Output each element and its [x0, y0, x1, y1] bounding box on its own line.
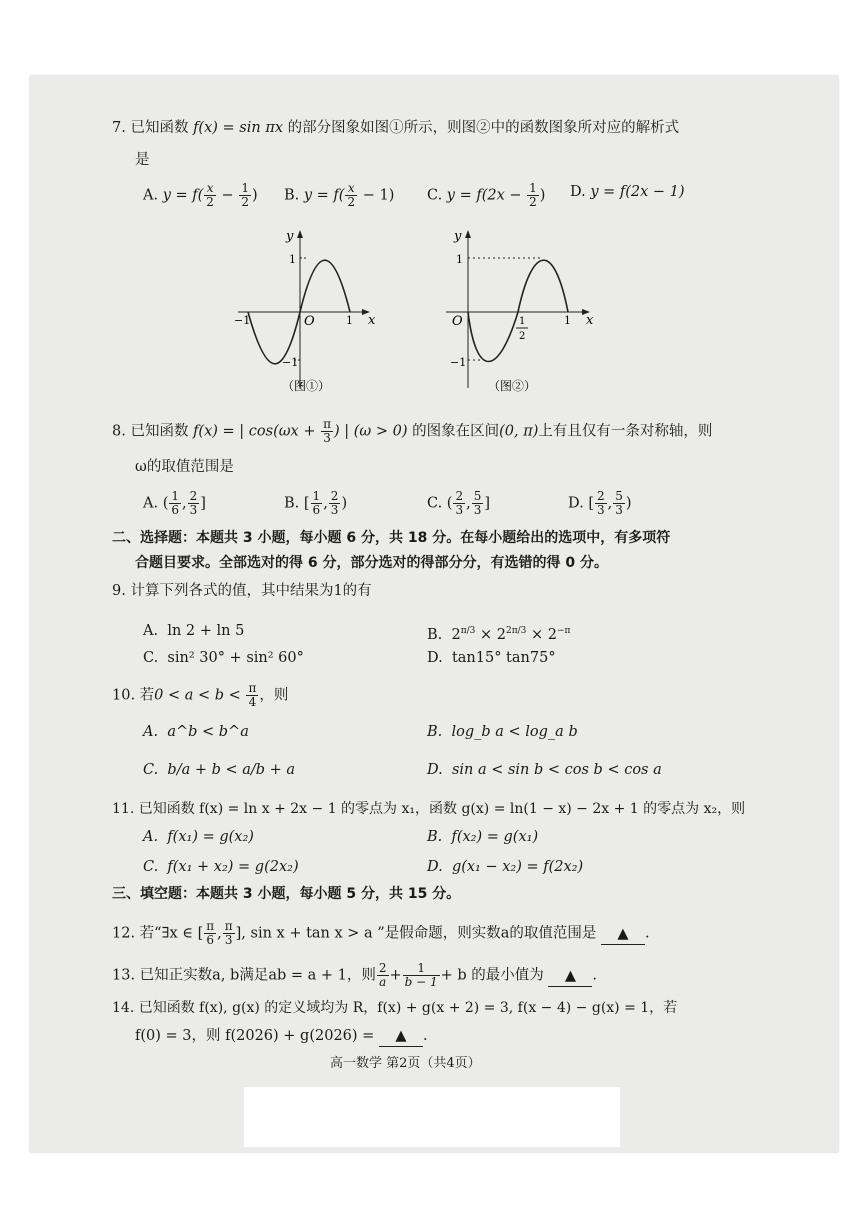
question-number: 13. — [112, 967, 136, 984]
answer-blank[interactable]: ▲ — [548, 966, 592, 987]
figure-caption: （图①） — [282, 379, 331, 393]
option-label: D. — [568, 495, 584, 512]
numerator: 2 — [330, 489, 339, 503]
numerator: π — [206, 919, 215, 933]
q7-stem-line2 — [135, 150, 150, 170]
numerator: 5 — [473, 489, 482, 503]
redaction-box — [244, 1087, 620, 1147]
option-label: B. — [284, 187, 300, 204]
q14-stem-line2 — [135, 1026, 428, 1047]
denominator: b − 1 — [404, 975, 438, 989]
q8-text-d: ω的取值范围是 — [135, 459, 234, 475]
q7-function: f(x) = sin πx — [193, 120, 284, 136]
answer-blank[interactable]: ▲ — [601, 924, 645, 945]
numerator: π — [323, 417, 331, 431]
fraction — [453, 490, 465, 517]
figure-caption: （图②） — [488, 379, 537, 393]
figure-2-graph — [440, 228, 600, 403]
option-text: ) — [251, 187, 258, 204]
fraction — [246, 682, 258, 709]
y-axis-arrow — [297, 230, 303, 238]
x-label: x — [368, 313, 376, 328]
q14-text-b: f(0) = 3，则 f(2026) + g(2026) = — [135, 1028, 375, 1044]
q10-text: 若 — [139, 687, 155, 704]
q13-stem: 13. 已知正实数a, b满足ab = a + 1，则 $\frac{2}{a}$ + $\frac{1}{b - 1}$ + b 的最小值为 ▲ . — [112, 961, 598, 989]
q9-stem — [112, 581, 372, 601]
denominator: 2 — [206, 195, 214, 209]
fraction — [239, 182, 251, 209]
q8-option-d: D. [ $\frac{2}{3}$ , $\frac{5}{3}$ ) — [568, 489, 632, 517]
denominator: 3 — [473, 503, 482, 517]
fraction — [595, 490, 607, 517]
q10-stem — [112, 682, 288, 709]
figure-1-graph — [228, 228, 378, 403]
numerator: 2 — [378, 961, 387, 975]
denominator: 3 — [224, 933, 233, 947]
q11-option-b: B. f(x₂) = g(x₁) — [427, 829, 539, 845]
tick-label: −1 — [234, 314, 251, 327]
numerator: 2 — [189, 489, 198, 503]
q11-option-a: A. f(x₁) = g(x₂) — [143, 829, 254, 845]
option-text: b/a + b < a/b + a — [167, 762, 296, 778]
q14-stem-line1 — [112, 998, 677, 1018]
tick-label: −1 — [450, 356, 467, 369]
numerator: 1 — [529, 181, 537, 195]
page-footer: 高一数学 第2页（共4页） — [330, 1056, 481, 1071]
q12-stem: 12. 若“∃x ∈ [ $\frac{\pi}{6}$ , $\frac{\pi}{3}$ ], sin x + tan x > a ”是假命题，则实数a的取值范围是 ▲ . — [112, 919, 650, 947]
q8-interval: (0, π) — [499, 423, 539, 440]
numerator: x — [345, 182, 357, 196]
fraction — [377, 962, 389, 989]
denominator: 2 — [241, 195, 249, 209]
fraction — [472, 490, 484, 517]
origin-label: O — [304, 314, 315, 329]
option-text: sin² 30° + sin² 60° — [167, 650, 304, 666]
q9-option-d: D. tan15° tan75° — [427, 650, 556, 666]
bracket: ) — [341, 495, 348, 512]
section-2-heading: 二、选择题：本题共 3 小题，每小题 6 分，共 18 分。在每小题给出的选项中，有多项符 — [112, 530, 671, 546]
q9-text: 计算下列各式的值，其中结果为1的有 — [130, 583, 372, 599]
numerator: 1 — [241, 181, 249, 195]
denominator: 3 — [189, 503, 198, 517]
q8-option-a: A. ( $\frac{1}{6}$ , $\frac{2}{3}$ ] — [143, 489, 206, 517]
answer-blank[interactable]: ▲ — [379, 1026, 423, 1047]
denominator: 3 — [597, 503, 605, 517]
q11-option-c: C. f(x₁ + x₂) = g(2x₂) — [143, 859, 299, 875]
q10-option-a: A. a^b < b^a — [143, 724, 249, 740]
q10-option-c: C. b/a + b < a/b + a — [143, 762, 296, 778]
q8-stem-line2 — [135, 457, 234, 477]
x-label: x — [586, 313, 594, 328]
numerator: 1 — [403, 962, 440, 976]
question-number: 8. — [112, 423, 126, 440]
bracket: ( — [446, 495, 453, 512]
option-label: C. — [427, 187, 443, 204]
bracket: ( — [162, 495, 169, 512]
question-number: 7. — [112, 120, 126, 136]
fraction — [188, 490, 200, 517]
option-text: − 1) — [358, 187, 395, 204]
denominator: 2 — [529, 195, 537, 209]
y-label: y — [286, 229, 294, 244]
q8-text: 已知函数 — [130, 423, 189, 440]
numerator: 1 — [171, 489, 180, 503]
question-number: 9. — [112, 583, 126, 599]
q7-text-c: 是 — [135, 152, 150, 168]
fraction — [311, 490, 323, 517]
option-text: f(x₂) = g(x₁) — [451, 829, 539, 845]
question-number: 11. — [112, 801, 135, 817]
q8-stem-line1 — [112, 418, 712, 445]
tick-label: 1 — [564, 314, 571, 327]
tick-half-denominator: 2 — [519, 331, 526, 342]
bracket: [ — [303, 495, 310, 512]
option-text: sin a < sin b < cos b < cos a — [451, 762, 662, 778]
q8-function: f(x) = | cos(ωx + — [193, 423, 321, 440]
option-text: tan15° tan75° — [451, 650, 556, 666]
q8-option-c: C. ( $\frac{2}{3}$ , $\frac{5}{3}$ ] — [427, 489, 491, 517]
tick-label: 1 — [456, 253, 463, 266]
option-label: B. — [427, 626, 443, 643]
origin-label: O — [452, 314, 463, 329]
option-label: A. — [143, 495, 159, 512]
denominator: 6 — [171, 503, 180, 517]
q8-option-b: B. [ $\frac{1}{6}$ , $\frac{2}{3}$ ) — [284, 489, 348, 517]
numerator: x — [204, 182, 216, 196]
option-text: y = f( — [303, 187, 345, 204]
exam-page — [30, 76, 838, 1152]
q7-stem-line1 — [112, 118, 679, 138]
numerator: π — [224, 919, 233, 933]
y-axis-arrow — [465, 230, 471, 238]
q12-text: 若“∃x ∈ [ — [139, 925, 204, 942]
option-text: log_b a < log_a b — [451, 724, 578, 740]
denominator: 4 — [248, 695, 257, 709]
denominator: 3 — [323, 431, 331, 445]
option-label: C. — [427, 495, 443, 512]
fraction — [329, 490, 341, 517]
q8-text-b: 的图象在区间 — [412, 423, 500, 440]
option-text: ) — [539, 187, 546, 204]
q11-text: 已知函数 f(x) = ln x + 2x − 1 的零点为 x₁，函数 g(x) = ln(1 − x) − 2x + 1 的零点为 x₂，则 — [138, 801, 746, 817]
y-label: y — [454, 229, 462, 244]
option-text: y = f( — [162, 187, 204, 204]
question-number: 12. — [112, 925, 136, 942]
fraction — [321, 418, 333, 445]
section-2-heading-line2: 合题目要求。全部选对的得 6 分，部分选对的得部分分，有选错的得 0 分。 — [135, 555, 608, 571]
sine-curve — [468, 260, 568, 361]
option-text: f(x₁ + x₂) = g(2x₂) — [167, 859, 299, 875]
denominator: a — [379, 975, 387, 989]
q12-text-b: ], sin x + tan x > a ”是假命题，则实数a的取值范围是 — [235, 925, 597, 942]
q9-option-b: B. $2^{\pi/3} \times 2^{2\pi/3} \times 2^{-\pi}$ — [427, 626, 571, 643]
option-text: f(x₁) = g(x₂) — [167, 829, 254, 845]
bracket: ] — [484, 495, 491, 512]
q13-text-b: + b 的最小值为 — [440, 967, 544, 984]
q7-option-b — [284, 182, 394, 209]
q13-text: 已知正实数a, b满足ab = a + 1，则 — [139, 967, 376, 984]
numerator: 5 — [615, 489, 623, 503]
q11-stem — [112, 799, 745, 819]
option-text: ln 2 + ln 5 — [167, 623, 245, 639]
q10-option-b: B. log_b a < log_a b — [427, 724, 578, 740]
denominator: 2 — [347, 195, 356, 209]
bracket: ) — [625, 495, 632, 512]
question-number: 10. — [112, 687, 136, 704]
q14-end: . — [422, 1028, 428, 1044]
numerator: 1 — [312, 489, 321, 503]
option-text: g(x₁ − x₂) = f(2x₂) — [451, 859, 584, 875]
tick-half-numerator: 1 — [519, 316, 526, 327]
option-text: y = f(2x − — [446, 187, 527, 204]
section-3-heading: 三、填空题：本题共 3 小题，每小题 5 分，共 15 分。 — [112, 886, 461, 902]
fraction — [527, 182, 539, 209]
fraction — [223, 920, 235, 947]
fraction — [204, 182, 216, 209]
denominator: 6 — [312, 503, 321, 517]
fraction — [204, 920, 216, 947]
denominator: 6 — [206, 933, 215, 947]
q8-text-c: 上有且仅有一条对称轴，则 — [538, 423, 713, 440]
q9-option-a: A. ln 2 + ln 5 — [143, 623, 245, 639]
q9-option-c: C. sin² 30° + sin² 60° — [143, 650, 304, 666]
numerator: 2 — [455, 489, 464, 503]
q14-text: 已知函数 f(x), g(x) 的定义域均为 R，f(x) + g(x + 2) = 3, f(x − 4) − g(x) = 1，若 — [138, 1000, 678, 1016]
q7-option-d — [570, 182, 685, 202]
option-text: − — [216, 187, 239, 204]
option-label: D. — [570, 184, 586, 200]
q13-end: . — [592, 967, 598, 984]
tick-label: −1 — [282, 356, 299, 369]
q7-option-a — [143, 182, 258, 209]
fraction — [345, 182, 357, 209]
option-text: a^b < b^a — [167, 724, 249, 740]
question-number: 14. — [112, 1000, 135, 1016]
denominator: 3 — [455, 503, 464, 517]
q10-text-b: ，则 — [259, 687, 289, 704]
option-text: y = f(2x − 1) — [590, 184, 685, 200]
bracket: ] — [200, 495, 206, 512]
denominator: 3 — [330, 503, 339, 517]
tick-label: 1 — [346, 314, 353, 327]
q7-text: 已知函数 — [130, 120, 189, 136]
option-label: A. — [143, 187, 159, 204]
numerator: π — [248, 681, 257, 695]
denominator: 3 — [615, 503, 623, 517]
q10-inequality: 0 < a < b < — [154, 687, 246, 704]
q7-text-b: 的部分图象如图①所示，则图②中的函数图象所对应的解析式 — [287, 120, 680, 136]
fraction — [613, 490, 625, 517]
q11-option-d: D. g(x₁ − x₂) = f(2x₂) — [427, 859, 584, 875]
tick-label: 1 — [289, 253, 296, 266]
bracket: [ — [588, 495, 594, 512]
numerator: 2 — [597, 489, 605, 503]
q10-option-d: D. sin a < sin b < cos b < cos a — [427, 762, 662, 778]
fraction — [403, 962, 440, 989]
fraction — [169, 490, 181, 517]
q7-option-c — [427, 182, 545, 209]
q8-function-tail: ) | (ω > 0) — [334, 423, 408, 440]
option-label: B. — [284, 495, 300, 512]
q12-end: . — [644, 925, 650, 942]
